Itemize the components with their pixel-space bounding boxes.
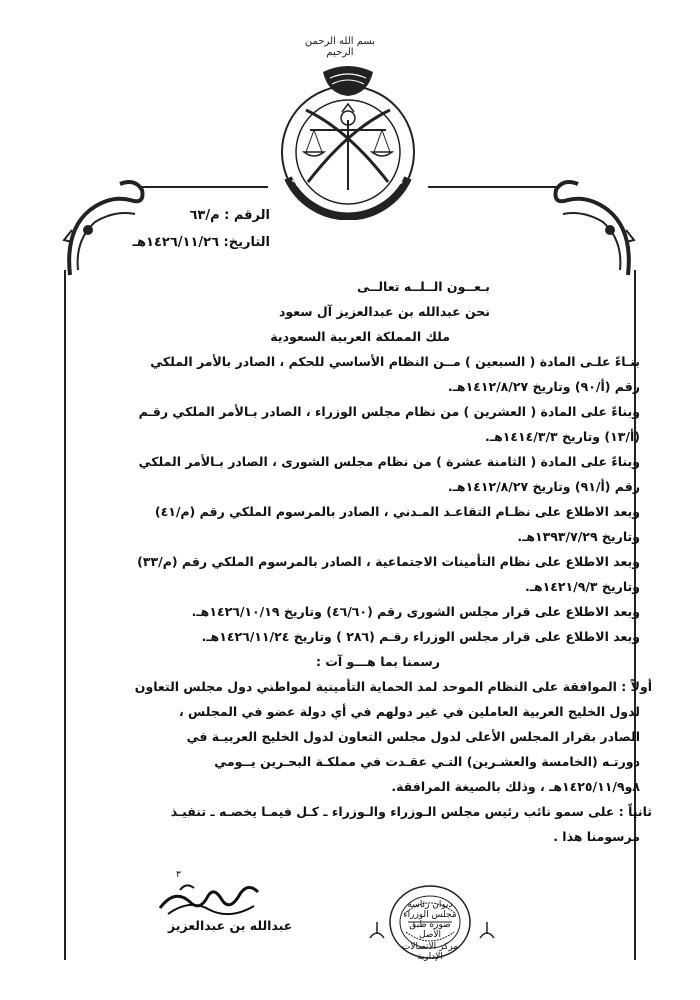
stamp-text: ديوان رئاسة مجلس الوزراء (403, 900, 457, 920)
stamp-text: مركز الاتصالات الإدارية (401, 942, 459, 962)
paragraph-line: بنـاءً علـى المادة ( السبعين ) مــن النظام الأساسي للحكم ، الصادر بالأمر الملكي (150, 354, 640, 369)
king-title-line: ملك المملكة العربية السعودية (270, 329, 450, 344)
article-line: مرسومنا هذا . (553, 829, 640, 844)
basmala: بسم الله الرحمن الرحيم (304, 36, 376, 58)
article-line: ثانياً : على سمو نائب رئيس مجلس الـوزراء والـوزراء ـ كـل فيمـا يخصـه ـ تنفيـذ (170, 804, 652, 819)
invocation-line: بـعــون الــلــه تعالــى (357, 279, 490, 294)
signatory-name: عبدالله بن عبدالعزيز (168, 918, 293, 933)
paragraph-line: وتاريخ ١٤٢١/٩/٣هـ. (524, 579, 640, 594)
article-line: ٨و١٤٢٥/١١/٩هـ ، وذلك بالصيغة المرافقة. (391, 779, 640, 794)
paragraph-line: وبعد الاطلاع على قرار مجلس الشورى رقم (٤٦/٦٠) وتاريخ ١٤٢٦/١٠/١٩هـ. (191, 604, 640, 619)
stamp-text: صورة طبق الأصل (409, 920, 451, 940)
article-line: دورتـه (الخامسة والعشـرين) التـي عقـدت في مملكـة البحـرين يــومي (214, 754, 640, 769)
reference-date: التاريخ: ١٤٢٦/١١/٢٦هـ (132, 235, 270, 250)
article-line: لدول الخليج العربية العاملين في غير دولهم في أي دولة عضو في المجلس ، (178, 704, 640, 719)
article-line: أولاً : الموافقة على النظام الموحد لمد الحماية التأمينية لمواطني دول مجلس التعاون (134, 679, 652, 694)
right-corner-ornament-icon (548, 170, 638, 280)
frame-top-right-line (428, 186, 556, 188)
frame-top-left-line (140, 186, 268, 188)
reference-number: الرقم : م/٦٣ (189, 208, 270, 223)
paragraph-line: (أ/١٣) وتاريخ ١٤١٤/٣/٣هـ. (485, 429, 640, 444)
decree-body (70, 274, 652, 849)
paragraph-line: وبعد الاطلاع على قرار مجلس الوزراء رقـم (٢٨٦ ) وتاريخ ١٤٢٦/١١/٢٤هـ. (201, 629, 640, 644)
emblem-seal-icon (268, 60, 428, 220)
paragraph-line: وتاريخ ١٣٩٣/٧/٢٩هـ. (517, 529, 640, 544)
paragraph-line: وبعد الاطلاع على نظـام التقاعـد المـدني ، الصادر بالمرسوم الملكي رقم (م/٤١) (154, 504, 640, 519)
small-emblem-left-icon (366, 920, 388, 944)
paragraph-line: وبناءً على المادة ( العشرين ) من نظام مجلس الوزراء ، الصادر بـالأمر الملكي رقـم (138, 404, 640, 419)
article-line: الصادر بقرار المجلس الأعلى لدول مجلس التعاون لدول الخليج العربيـة في (186, 729, 640, 744)
small-emblem-right-icon (476, 920, 498, 944)
king-name-line: نحن عبدالله بن عبدالعزيز آل سعود (278, 304, 490, 319)
left-corner-ornament-icon (60, 170, 150, 280)
decree-intro: رسمنا بما هـــو آت : (315, 654, 440, 669)
paragraph-line: وبعد الاطلاع على نظام التأمينات الاجتماعية ، الصادر بالمرسوم الملكي رقم (م/٣٣) (137, 554, 640, 569)
paragraph-line: رقم (أ/٩١) وتاريخ ١٤١٢/٨/٢٧هـ. (447, 479, 640, 494)
paragraph-line: رقم (أ/٩٠) وتاريخ ١٤١٢/٨/٢٧هـ. (447, 379, 640, 394)
paragraph-line: وبناءً على المادة ( الثامنة عشرة ) من نظام مجلس الشورى ، الصادر بـالأمر الملكي (138, 454, 640, 469)
frame-left-line (64, 270, 66, 960)
page-mark: ٣ (176, 870, 181, 880)
